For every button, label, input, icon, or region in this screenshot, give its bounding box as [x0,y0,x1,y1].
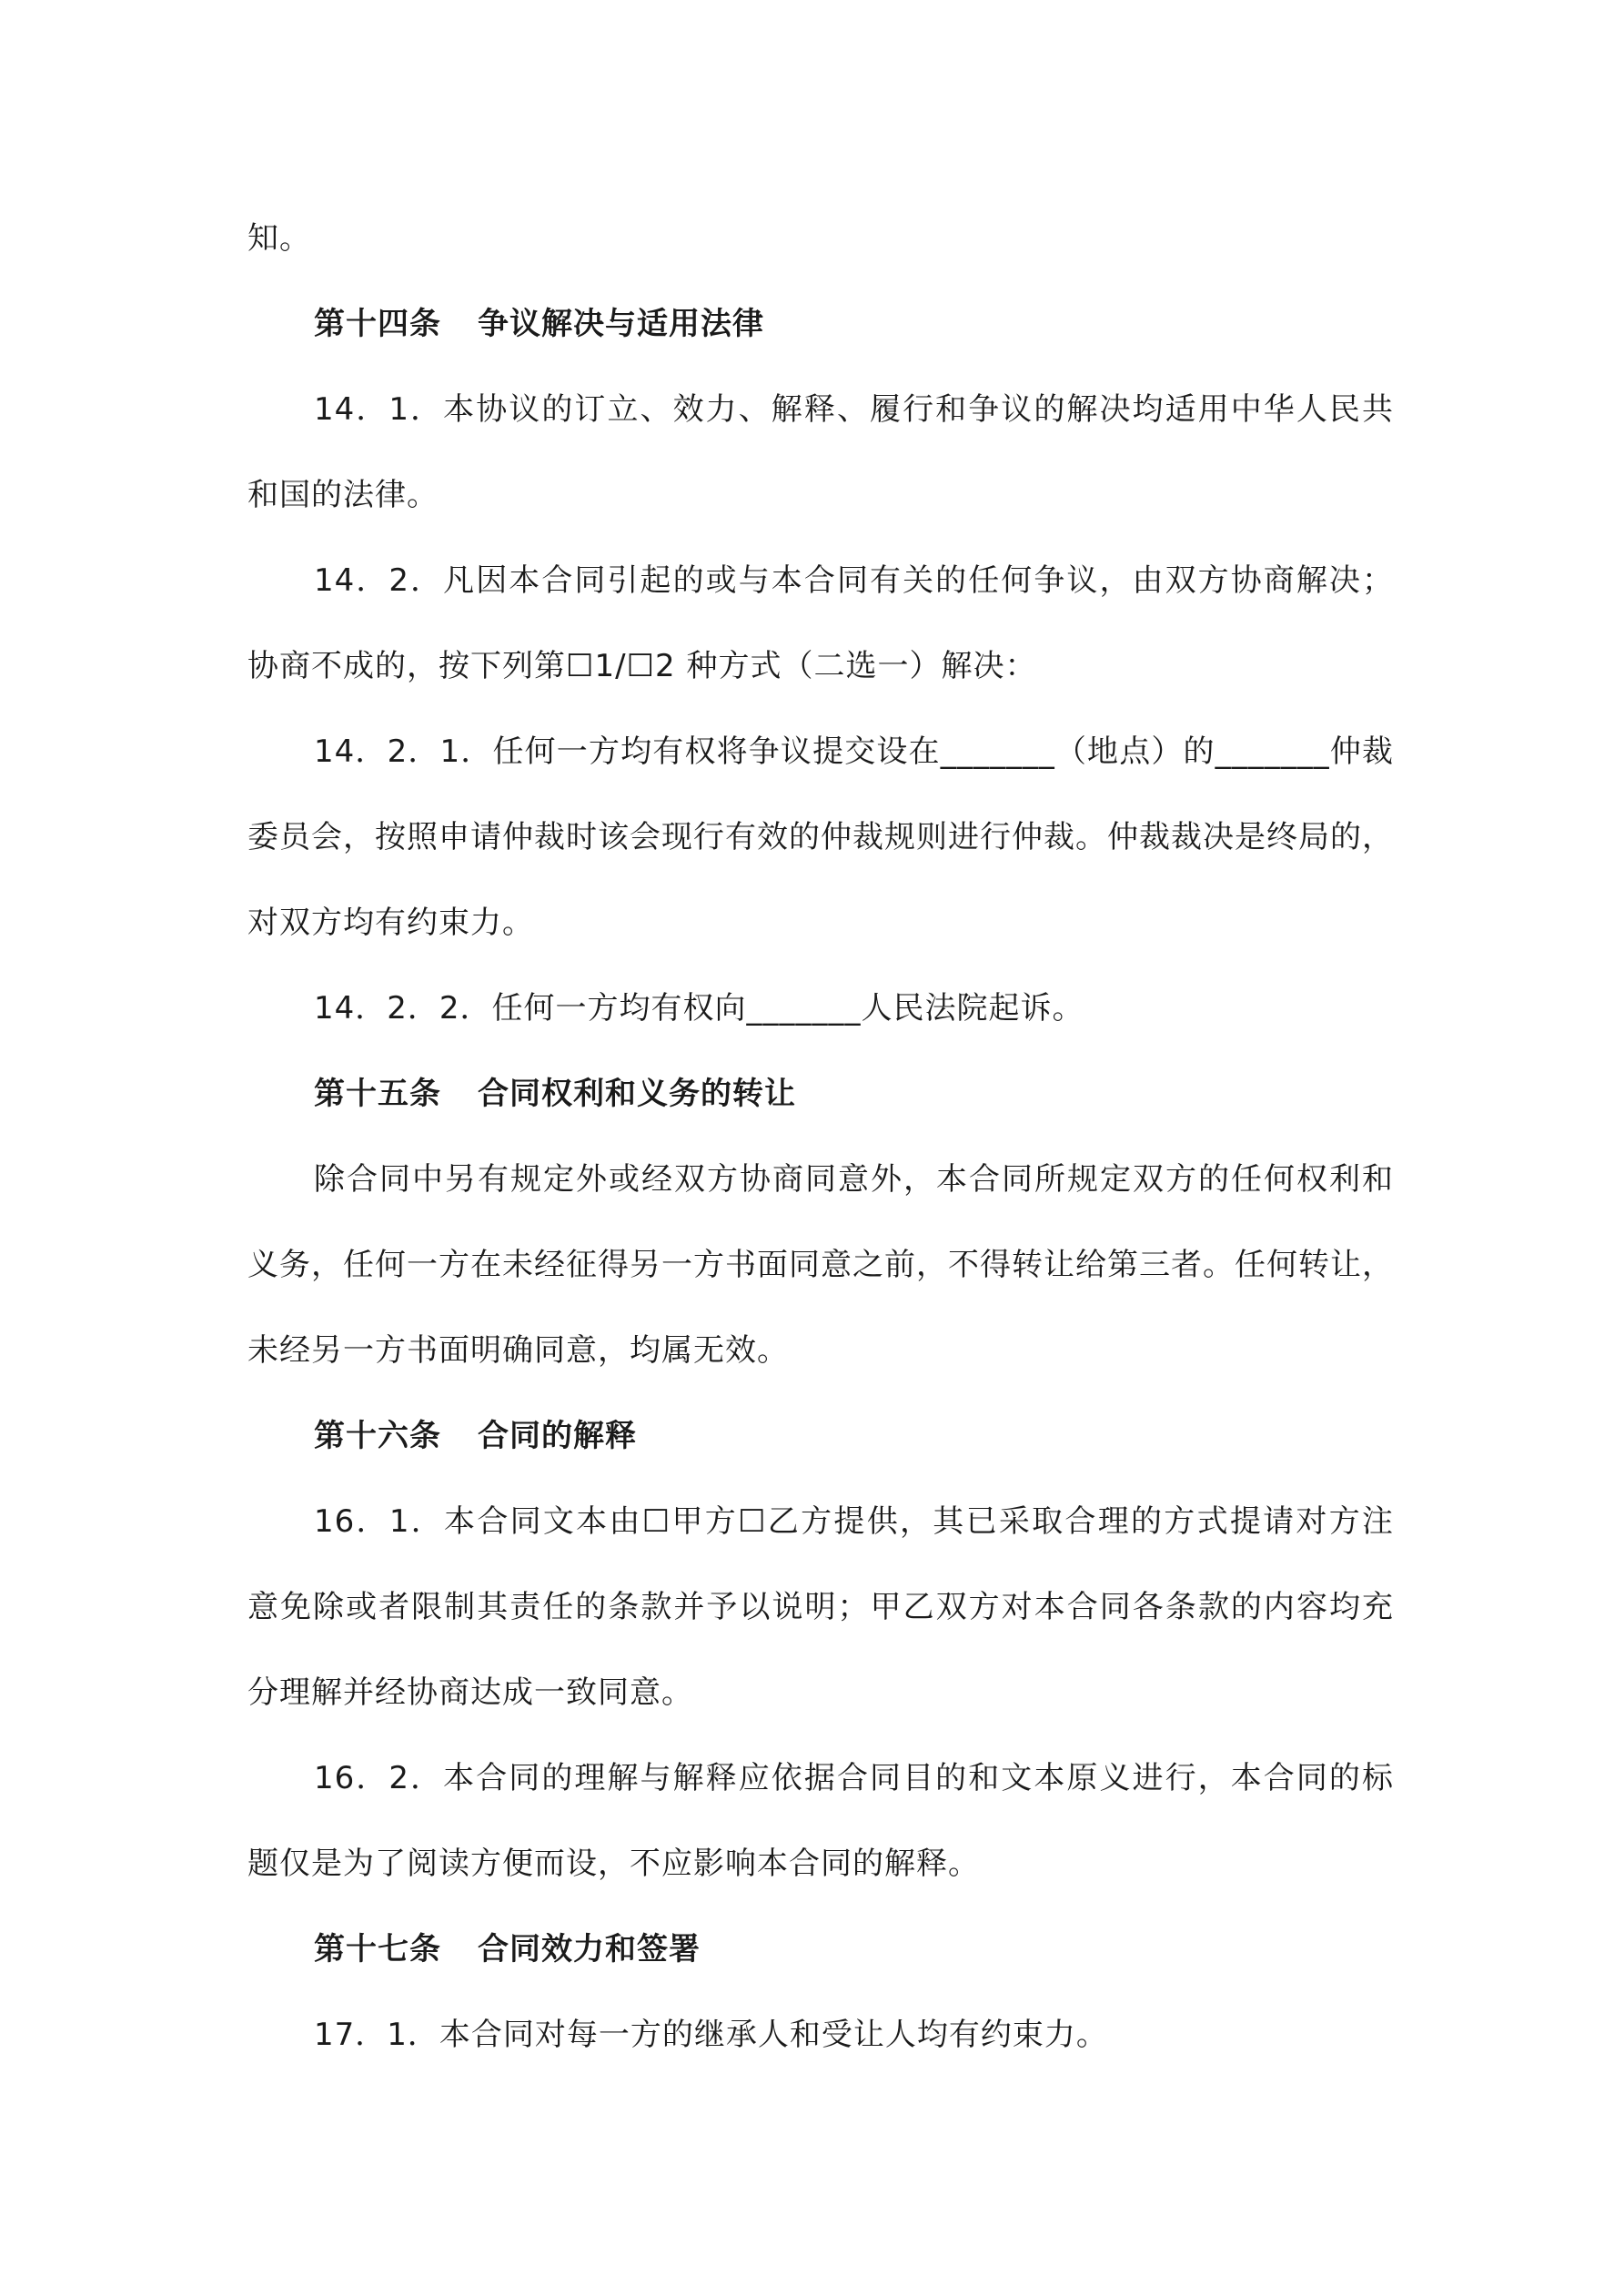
paragraph-line: 意免除或者限制其责任的条款并予以说明；甲乙双方对本合同各条款的内容均充 [247,1589,1394,1625]
paragraph-line: 委员会，按照申请仲裁时该会现行有效的仲裁规则进行仲裁。仲裁裁决是终局的， [247,819,1394,855]
article-title: 合同效力和签署 [478,1931,701,1967]
paragraph-line: 14．2．2．任何一方均有权向_______人民法院起诉。 [314,990,1084,1027]
article-15-heading [314,1072,1394,1116]
paragraph-line: 未经另一方书面明确同意，均属无效。 [247,1332,789,1369]
paragraph-line: 16．1．本合同文本由☐甲方☐乙方提供，其已采取合理的方式提请对方注 [314,1503,1394,1540]
paragraph-line: 分理解并经协商达成一致同意。 [247,1674,693,1711]
paragraph-line: 知。 [247,220,311,257]
paragraph-line: 17．1．本合同对每一方的继承人和受让人均有约束力。 [314,2017,1108,2053]
article-16-heading [314,1414,1394,1458]
article-title: 合同权利和义务的转让 [478,1076,796,1112]
article-number: 第十五条 [314,1076,441,1112]
article-number: 第十四条 [314,306,441,342]
paragraph-line: 协商不成的，按下列第☐1/☐2 种方式（二选一）解决： [247,648,1037,684]
paragraph-line: 16．2．本合同的理解与解释应依据合同目的和文本原义进行，本合同的标 [314,1760,1394,1796]
paragraph-line: 除合同中另有规定外或经双方协商同意外，本合同所规定双方的任何权利和 [314,1161,1394,1198]
paragraph-line: 义务，任何一方在未经征得另一方书面同意之前，不得转让给第三者。任何转让， [247,1247,1394,1283]
article-14-heading [314,302,1394,346]
paragraph-line: 对双方均有约束力。 [247,905,534,941]
article-title: 争议解决与适用法律 [478,306,764,342]
article-title: 合同的解释 [478,1418,637,1454]
article-number: 第十七条 [314,1931,441,1967]
paragraph-line: 和国的法律。 [247,477,439,513]
paragraph-line: 14．2．1．任何一方均有权将争议提交设在_______（地点）的_______仲裁 [314,733,1394,770]
paragraph-line: 14．2．凡因本合同引起的或与本合同有关的任何争议，由双方协商解决； [314,562,1394,599]
article-17-heading [314,1927,1394,1971]
paragraph-line: 题仅是为了阅读方便而设，不应影响本合同的解释。 [247,1846,980,1882]
paragraph-line: 14．1．本协议的订立、效力、解释、履行和争议的解决均适用中华人民共 [314,391,1394,428]
article-number: 第十六条 [314,1418,441,1454]
